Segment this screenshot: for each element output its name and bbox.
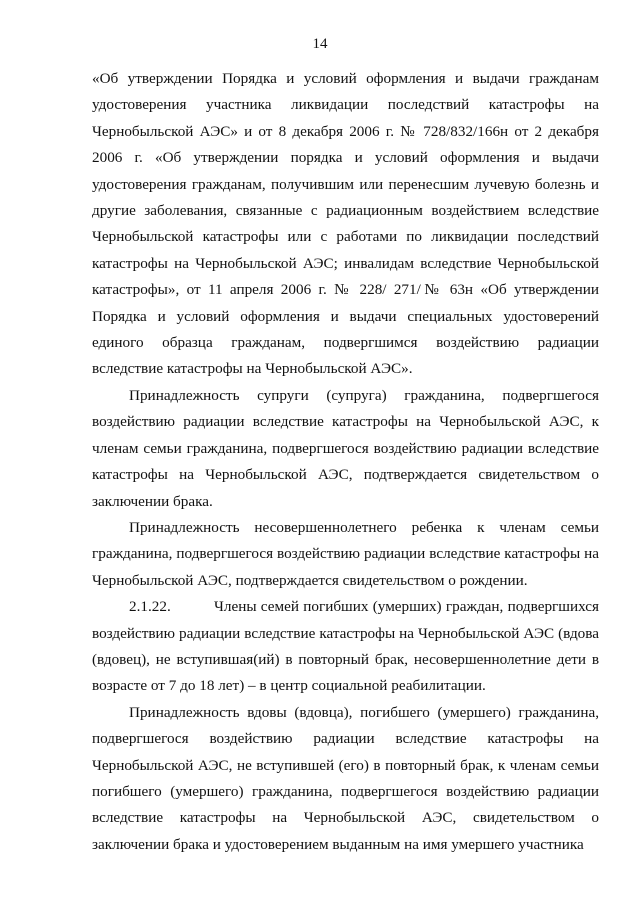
paragraph-minor-child-membership: Принадлежность несовершеннолетнего ребенка к членам семьи гражданина, подвергшегося воздействию радиации вследствие катастрофы на Чернобыльской АЭС, подтверждается свидетельством о рождении. [92,518,599,589]
item-number: 2.1.22. [129,598,171,616]
paragraph-spouse-membership: Принадлежность супруги (супруга) гражданина, подвергшегося воздействию радиации вследствие катастрофы на Чернобыльской АЭС, к членам семьи гражданина, подвергшегося воздействию радиации вследствие катастрофы на Чернобыльской АЭС, подтверждается свидетельством о заключении брака. [92,386,599,510]
paragraph-widow-membership: Принадлежность вдовы (вдовца), погибшего (умершего) гражданина, подвергшегося воздействию радиации вследствие катастрофы на Чернобыльской АЭС, не вступившей (его) в повторный брак, к членам семьи погибшего (умершего) гражданина, подвергшегося воздействию радиации вследствие катастрофы на Чернобыльской АЭС, свидетельством о заключении брака и удостоверением выданным на имя умершего участника [92,703,599,853]
paragraph-item-2-1-22 [92,594,599,700]
document-body [92,66,599,858]
page-number: 14 [312,36,328,52]
item-text: Члены семей погибших (умерших) граждан, подвергшихся воздействию радиации вследствие катастрофы на Чернобыльской АЭС (вдова (вдовец), не вступившая(ий) в повторный брак, несовершеннолетние дети в возрасте от 7 до 18 лет) – в центр социальной реабилитации. [92,598,599,695]
paragraph-regulations-continuation: «Об утверждении Порядка и условий оформления и выдачи гражданам удостоверения участника ликвидации последствий катастрофы на Чернобыльской АЭС» и от 8 декабря 2006 г. № 728/832/166н от 2 декабря 2006 г. «Об утверждении порядка и условий оформления и выдачи удостоверения гражданам, получившим или перенесшим лучевую болезнь и другие заболевания, связанные с радиационным воздействием вследствие Чернобыльской катастрофы или с работами по ликвидации последствий катастрофы на Чернобыльской АЭС; инвалидам вследствие Чернобыльской катастрофы», от 11 апреля 2006 г. № 228/ 271/№ 63н «Об утверждении Порядка и условий оформления и выдачи специальных удостоверений единого образца гражданам, подвергшимся воздействию радиации вследствие катастрофы на Чернобыльской АЭС». [92,70,599,378]
